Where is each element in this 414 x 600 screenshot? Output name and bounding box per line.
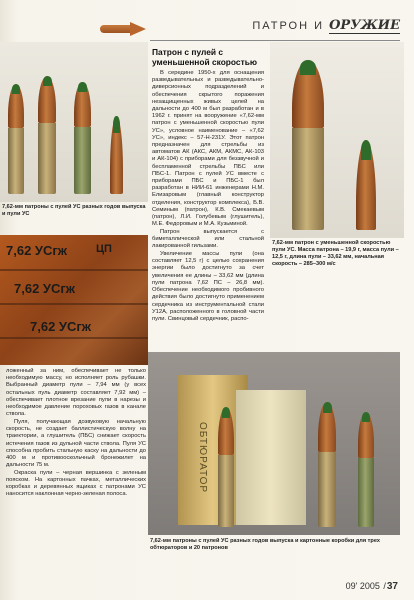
header-section: ПАТРОН И	[252, 20, 325, 32]
cartridge-image	[74, 82, 91, 194]
magazine-header	[252, 18, 400, 33]
photo-single-cartridge	[270, 42, 404, 238]
paragraph: Пуля, получающая дозвуковую начальную скорость, не создает баллистическую волну на траектории, а глушитель (ПБС) снижает скорость истечения газов из дульной части ствола. Пуля УС способна пробить стальную каску на дальности до 400 м и противооскольчный бронежилет на дальности 75 м.	[6, 418, 146, 469]
paragraph: Увеличение массы пули (она составляет 12,5 г) с целью сохранения энергии было достигнуто за счет увеличения ее длины – 33,62 мм (длина пули патрона 7,62 ПС – 26,8 мм). Обеспечение необходимого пробивного действия было достигнуто применением сердечника из инструментальной стали У12А, расположенного в головной части пули. Свинцовый сердечник, распо-	[152, 251, 264, 322]
photo-cartridge-boxes	[148, 352, 400, 535]
crate-label: 7,62 УСгж	[14, 281, 76, 296]
cartridge-image	[318, 402, 336, 527]
bullet-arrow-icon	[100, 22, 146, 36]
cartridge-image	[292, 60, 324, 230]
caption-bottom: 7,62-мм патроны с пулей УС разных годов выпуска и картонные коробки для трех обтюраторов и 20 патронов	[150, 538, 380, 551]
photo-ammo-crates	[0, 235, 148, 365]
bullet-image	[356, 140, 376, 230]
page-number: 37	[386, 581, 398, 592]
article-title: Патрон с пулей с уменьшенной скоростью	[152, 47, 257, 67]
article-column-2	[6, 368, 146, 499]
caption-top-left: 7,62-мм патроны с пулей УС разных годов выпуска и пули УС	[2, 204, 146, 217]
page-footer: 09' 2005 /37	[345, 581, 398, 592]
paragraph: Патрон выпускается с биметаллической или стальной лакированной гильзами.	[152, 228, 264, 250]
photo-cartridges-lineup	[0, 42, 148, 202]
crate-label: 7,62 УСгж	[30, 319, 92, 334]
cartridge-image	[8, 84, 24, 194]
issue-date: 09' 2005	[345, 581, 380, 591]
article-column-1	[152, 70, 264, 323]
crate-label: ЦП	[96, 243, 112, 255]
box-label-logo: ОБТЮРАТОР	[197, 422, 208, 494]
paragraph: ложенный за ним, обеспечивает не только необходимую массу, но исполняет роль рубашки. Выбранный диаметр пули – 7,94 мм (у всех остальных пуль диаметр составляет 7,92 мм) – обеспечивает плотное врезание пули в нарезы и необходимое давление пороховых газов в канале ствола.	[6, 368, 146, 418]
cartridge-image	[218, 407, 234, 527]
bullet-image	[110, 116, 123, 194]
paragraph: В середине 1950-х для оснащения разведывательных и разведывательно-диверсионных подразделений и обеспечения скрытого поражения незащищенных живых целей на дальности до 400 м был разработан и в 1962 г. принят на вооружение «7,62-мм патрон с уменьшенной скоростью пули УС», условное наименование – «7,62 УС», индекс – 57-Н-231У. Этот патрон предназначен для стрельбы из автоматов АК (АКС, АКМ, АКМС, АК-103 и АК-104) с приборами для беззвучной и беспламенной стрельбы ПБС или ПБС-1. Патрон с пулей УС вместе с приборами ПБС и ПБС-1 был разработан в НИИ-61 инженерами Н.М. Елизаровым (главный конструктор отделения, конструктор комплекса), Б.В. Семиным (патрон), К.В. Смекаевым (патрон), Л.И. Голубевым (глушитель), М.Е. Федоровым и М.А. Кузьминой.	[152, 70, 264, 228]
cardboard-box-image	[236, 390, 306, 525]
header-brand-logo: ОРУЖИЕ	[329, 18, 400, 33]
header-rule	[150, 40, 400, 41]
crate-label: 7,62 УСгж	[6, 243, 68, 258]
caption-top-right: 7,62-мм патрон с уменьшенной скоростью пули УС. Масса патрона – 19,9 г, масса пули – 12,5 г, длина пули – 33,62 мм, начальная скорость – 285–300 м/с	[272, 240, 399, 267]
cartridge-image	[38, 76, 56, 194]
cartridge-image	[358, 412, 374, 527]
paragraph: Окраска пули – черная вершинка с зеленым пояском. На картонных пачках, металлических коробках и деревянных ящиках с патронами УС наносится наклонная черно-зеленая полоса.	[6, 469, 146, 498]
